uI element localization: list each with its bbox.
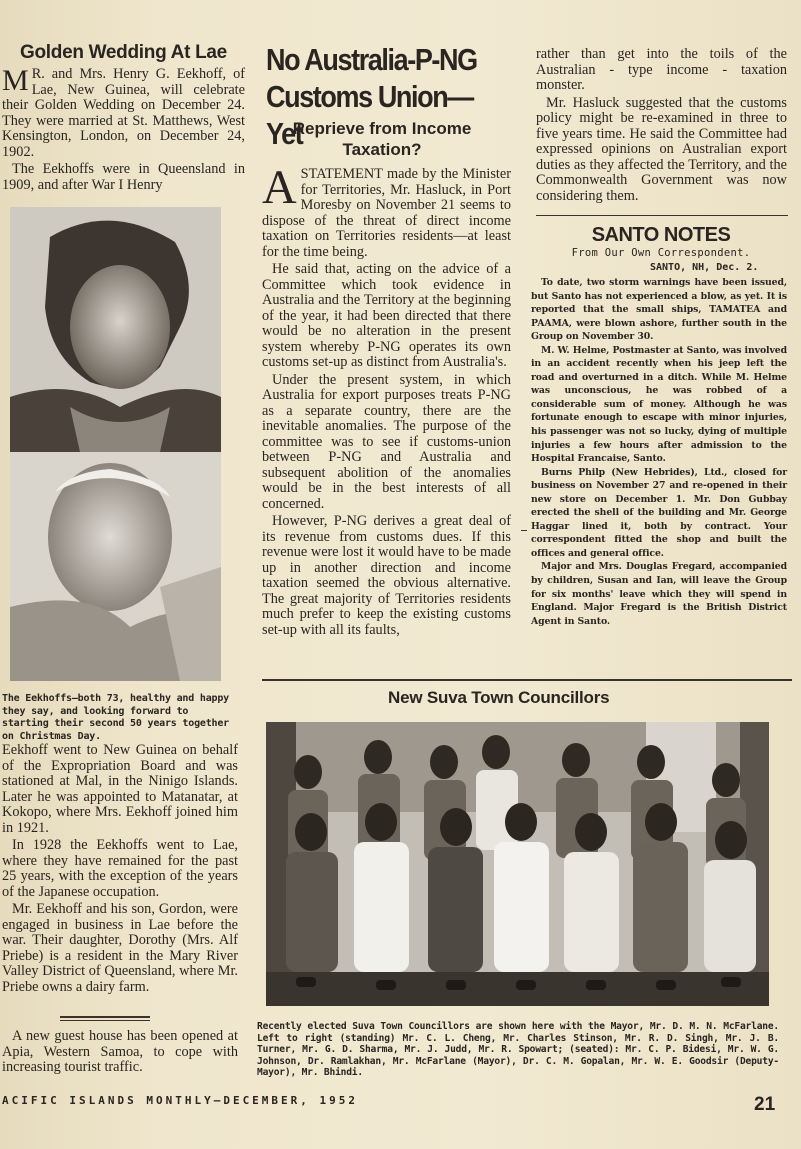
column-rule [521, 530, 527, 531]
santo-notes-body [531, 276, 787, 628]
customs-dropcap: A [262, 161, 297, 214]
suva-headline: New Suva Town Councillors [388, 688, 610, 707]
intro-paragraph: R. and Mrs. Henry G. Eekhoff, of Lae, New Guinea, will celebrate their Golden Wedding on December 24. They were married at St. Matthews, West Kensington, London, on December 24, 1902. [2, 66, 245, 160]
golden-wedding-body [2, 743, 238, 997]
golden-wedding-intro [2, 64, 245, 160]
para5-text: Mr. Eekhoff and his son, Gordon, were engaged in business in Lae before the war. Their daughter, Dorothy (Mrs. Alf Priebe) is a resident in the Mary River Valley District of Queensland, where Mr. Priebe owns a dairy farm. [2, 901, 238, 995]
guest-house-text: A new guest house has been opened at Apia, Western Samoa, to cope with increasing tourist traffic. [2, 1028, 238, 1075]
santo-top-rule [536, 215, 788, 216]
eekhoff-photo-caption: The Eekhoffs—both 73, healthy and happy they say, and looking forward to starting their second 50 years together on Christmas Day. [2, 693, 229, 742]
golden-wedding-para2 [2, 162, 245, 195]
page-number: 21 [754, 1094, 776, 1115]
left-divider-2 [60, 1020, 150, 1021]
santo-para1: To date, two storm warnings have been issued, but Santo has not experienced a blow, as yet. It is reported that the small ships, TAMATEA and PAAMA, were blown ashore, further south in the Group on November 30. [531, 277, 787, 343]
intro-dropcap: M [2, 64, 29, 97]
santo-byline: From Our Own Correspondent. [571, 247, 751, 259]
santo-notes-title: SANTO NOTES [591, 224, 731, 246]
customs-continuation [536, 47, 787, 206]
left-divider [60, 1016, 150, 1018]
eekhoff-photo-art [10, 207, 221, 681]
suva-top-rule [262, 679, 792, 681]
customs-cont2: Mr. Hasluck suggested that the customs policy might be re-examined in three to five years time. He said the Committee had expressed opinions on Australian export duties as they affected the Territory, and the Commonwealth Government was now considering them. [536, 94, 787, 204]
customs-para1-text: STATEMENT made by the Minister for Territories, Mr. Hasluck, in Port Moresby on November 21 seems to dispose of the threat of direct income taxation on Territories residents—at least for the time being. [262, 166, 511, 260]
golden-wedding-headline: Golden Wedding At Lae [20, 42, 227, 63]
eekhoff-photo [10, 207, 221, 681]
customs-headline: No Australia-P-NG Customs Union—Yet [266, 43, 477, 151]
guest-house-note [2, 1029, 238, 1078]
customs-para2: He said that, acting on the advice of a Committee which took evidence in Australia and the Territory at the beginning of the year, it had been directed that there would be no alteration in the present system whereby P-NG operates its own customs set-up as distinct from Australia's. [262, 261, 511, 370]
customs-article [262, 161, 511, 640]
suva-photo-art [266, 722, 769, 1006]
santo-para3: Burns Philp (New Hebrides), Ltd., closed for business on November 27 and re-opened in their new store on December 1. Mr. Don Gubbay erected the shell of the building and Mr. George Haggar lined it, both by contract. Your correspondent fitted the shop and built the offices and general office. [531, 466, 787, 559]
footer-masthead: ACIFIC ISLANDS MONTHLY—DECEMBER, 1952 [2, 1094, 359, 1107]
santo-para2: M. W. Helme, Postmaster at Santo, was involved in an accident recently when his jeep left the road and overturned in a ditch. While M. Helme was unconscious, he was robbed of a considerable sum of money. Although he was fortunate enough to escape with minor injuries, his passenger was not so lucky, dying of multiple injuries a few hours after admission to the Hospital Francaise, Santo. [531, 344, 787, 465]
suva-councillors-photo [266, 722, 769, 1006]
customs-cont1: rather than get into the toils of the Australian - type income - taxation monster. [536, 46, 787, 93]
suva-photo-caption: Recently elected Suva Town Councillors are shown here with the Mayor, Mr. D. M. N. McFarlane. Left to right (standing) Mr. C. L. Cheng, Mr. Charles Stinson, Mr. R. D. Singh, Mr. J. B. Turner, Mr. G. D. Sharma, Mr. J. Judd, Mr. R. Spowart; (seated): Mr. C. P. Bidesi, Mr. W. G. Johnson, Dr. Ramlakhan, Mr. McFarlane (Mayor), Dr. C. M. Gopalan, Mr. W. E. Goodsir (Deputy-Mayor), Mr. Bhindi. [257, 1021, 779, 1078]
customs-para3: Under the present system, in which Australia for export purposes treats P-NG as a separate country, there are the inevitable anomalies. The purpose of the committee was to see if customs-union between P-NG and Australia and subsequent abolition of the anomalies would be in the best interests of all concerned. [262, 371, 511, 512]
customs-para4: However, P-NG derives a great deal of its revenue from customs dues. If this revenue were lost it would have to be made up in another direction and income taxation seemed the obvious alternative. The great majority of Territories residents much prefer to keep the existing customs set-up with all its faults, [262, 513, 511, 638]
santo-dateline: SANTO, NH, Dec. 2. [650, 262, 759, 273]
para3-text: Eekhoff went to New Guinea on behalf of the Expropriation Board and was stationed at Mal, in the Ninigo Islands. Later he was appointed to Matanatar, at Kokopo, where Mrs. Eekhoff joined him in 1921. [2, 742, 238, 836]
customs-subhead: Reprieve from Income Taxation? [292, 119, 472, 159]
customs-para1 [262, 161, 511, 260]
santo-para4: Major and Mrs. Douglas Fregard, accompanied by children, Susan and Ian, will leave the Group for six months' leave which they will spend in England. Major Fregard is the British District Agent in Santo. [531, 561, 787, 627]
para4-text: In 1928 the Eekhoffs went to Lae, where they have remained for the past 25 years, with the exception of the years of the Japanese occupation. [2, 837, 238, 900]
para2-text: The Eekhoffs were in Queensland in 1909, and after War I Henry [2, 161, 245, 193]
